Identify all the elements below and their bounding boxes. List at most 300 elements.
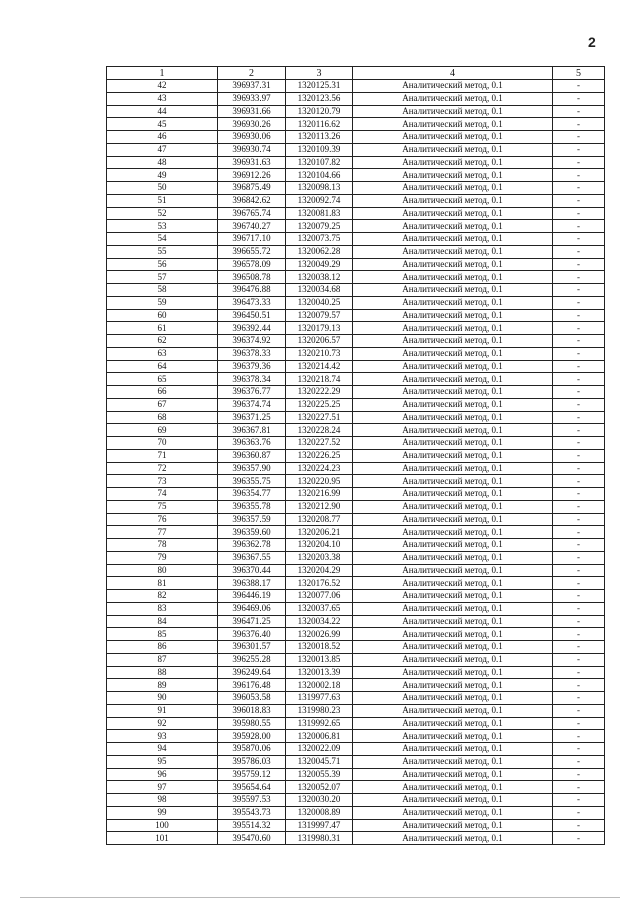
x-coordinate-cell: 395514.32 xyxy=(218,819,286,832)
method-cell: Аналитический метод, 0.1 xyxy=(353,398,553,411)
table-row xyxy=(107,143,605,156)
note-cell: - xyxy=(553,131,605,144)
y-coordinate-cell: 1320013.39 xyxy=(286,666,353,679)
method-cell: Аналитический метод, 0.1 xyxy=(353,118,553,131)
point-number-cell: 88 xyxy=(107,666,218,679)
method-cell: Аналитический метод, 0.1 xyxy=(353,424,553,437)
x-coordinate-cell: 396450.51 xyxy=(218,309,286,322)
table-row xyxy=(107,539,605,552)
x-coordinate-cell: 396875.49 xyxy=(218,182,286,195)
table-row xyxy=(107,118,605,131)
point-number-cell: 57 xyxy=(107,271,218,284)
point-number-cell: 98 xyxy=(107,794,218,807)
y-coordinate-cell: 1320008.89 xyxy=(286,806,353,819)
y-coordinate-cell: 1320227.51 xyxy=(286,411,353,424)
table-row xyxy=(107,475,605,488)
y-coordinate-cell: 1320224.23 xyxy=(286,462,353,475)
method-cell: Аналитический метод, 0.1 xyxy=(353,717,553,730)
point-number-cell: 82 xyxy=(107,590,218,603)
point-number-cell: 43 xyxy=(107,92,218,105)
point-number-cell: 75 xyxy=(107,500,218,513)
y-coordinate-cell: 1320206.21 xyxy=(286,526,353,539)
table-row xyxy=(107,781,605,794)
method-cell: Аналитический метод, 0.1 xyxy=(353,641,553,654)
table-row xyxy=(107,666,605,679)
header-col-3: 3 xyxy=(286,67,353,80)
method-cell: Аналитический метод, 0.1 xyxy=(353,704,553,717)
point-number-cell: 67 xyxy=(107,398,218,411)
method-cell: Аналитический метод, 0.1 xyxy=(353,794,553,807)
method-cell: Аналитический метод, 0.1 xyxy=(353,564,553,577)
note-cell: - xyxy=(553,743,605,756)
table-row xyxy=(107,768,605,781)
method-cell: Аналитический метод, 0.1 xyxy=(353,615,553,628)
x-coordinate-cell: 395786.03 xyxy=(218,755,286,768)
point-number-cell: 89 xyxy=(107,679,218,692)
table-row xyxy=(107,105,605,118)
y-coordinate-cell: 1320049.29 xyxy=(286,258,353,271)
method-cell: Аналитический метод, 0.1 xyxy=(353,462,553,475)
x-coordinate-cell: 396378.34 xyxy=(218,373,286,386)
method-cell: Аналитический метод, 0.1 xyxy=(353,131,553,144)
method-cell: Аналитический метод, 0.1 xyxy=(353,781,553,794)
table-row xyxy=(107,424,605,437)
method-cell: Аналитический метод, 0.1 xyxy=(353,653,553,666)
method-cell: Аналитический метод, 0.1 xyxy=(353,373,553,386)
point-number-cell: 54 xyxy=(107,233,218,246)
note-cell: - xyxy=(553,309,605,322)
x-coordinate-cell: 396359.60 xyxy=(218,526,286,539)
x-coordinate-cell: 396931.63 xyxy=(218,156,286,169)
x-coordinate-cell: 396357.59 xyxy=(218,513,286,526)
method-cell: Аналитический метод, 0.1 xyxy=(353,602,553,615)
x-coordinate-cell: 396357.90 xyxy=(218,462,286,475)
y-coordinate-cell: 1320204.10 xyxy=(286,539,353,552)
method-cell: Аналитический метод, 0.1 xyxy=(353,692,553,705)
note-cell: - xyxy=(553,424,605,437)
y-coordinate-cell: 1320045.71 xyxy=(286,755,353,768)
point-number-cell: 48 xyxy=(107,156,218,169)
note-cell: - xyxy=(553,602,605,615)
x-coordinate-cell: 396508.78 xyxy=(218,271,286,284)
method-cell: Аналитический метод, 0.1 xyxy=(353,819,553,832)
y-coordinate-cell: 1320113.26 xyxy=(286,131,353,144)
y-coordinate-cell: 1320022.09 xyxy=(286,743,353,756)
method-cell: Аналитический метод, 0.1 xyxy=(353,755,553,768)
table-row xyxy=(107,615,605,628)
y-coordinate-cell: 1320052.07 xyxy=(286,781,353,794)
method-cell: Аналитический метод, 0.1 xyxy=(353,743,553,756)
y-coordinate-cell: 1320208.77 xyxy=(286,513,353,526)
method-cell: Аналитический метод, 0.1 xyxy=(353,526,553,539)
table-row xyxy=(107,347,605,360)
table-row xyxy=(107,360,605,373)
note-cell: - xyxy=(553,475,605,488)
x-coordinate-cell: 395980.55 xyxy=(218,717,286,730)
table-row xyxy=(107,258,605,271)
x-coordinate-cell: 396301.57 xyxy=(218,641,286,654)
method-cell: Аналитический метод, 0.1 xyxy=(353,182,553,195)
x-coordinate-cell: 396255.28 xyxy=(218,653,286,666)
note-cell: - xyxy=(553,143,605,156)
x-coordinate-cell: 396376.40 xyxy=(218,628,286,641)
table-row xyxy=(107,730,605,743)
y-coordinate-cell: 1320034.22 xyxy=(286,615,353,628)
method-cell: Аналитический метод, 0.1 xyxy=(353,309,553,322)
note-cell: - xyxy=(553,500,605,513)
table-row xyxy=(107,806,605,819)
point-number-cell: 45 xyxy=(107,118,218,131)
note-cell: - xyxy=(553,347,605,360)
point-number-cell: 58 xyxy=(107,284,218,297)
y-coordinate-cell: 1320098.13 xyxy=(286,182,353,195)
y-coordinate-cell: 1320109.39 xyxy=(286,143,353,156)
x-coordinate-cell: 395470.60 xyxy=(218,832,286,845)
y-coordinate-cell: 1320006.81 xyxy=(286,730,353,743)
table-row xyxy=(107,156,605,169)
table-row xyxy=(107,743,605,756)
method-cell: Аналитический метод, 0.1 xyxy=(353,679,553,692)
note-cell: - xyxy=(553,590,605,603)
x-coordinate-cell: 396655.72 xyxy=(218,245,286,258)
x-coordinate-cell: 396392.44 xyxy=(218,322,286,335)
x-coordinate-cell: 396376.77 xyxy=(218,386,286,399)
point-number-cell: 66 xyxy=(107,386,218,399)
x-coordinate-cell: 396930.06 xyxy=(218,131,286,144)
y-coordinate-cell: 1320092.74 xyxy=(286,194,353,207)
y-coordinate-cell: 1319980.23 xyxy=(286,704,353,717)
y-coordinate-cell: 1320228.24 xyxy=(286,424,353,437)
point-number-cell: 77 xyxy=(107,526,218,539)
point-number-cell: 63 xyxy=(107,347,218,360)
method-cell: Аналитический метод, 0.1 xyxy=(353,335,553,348)
table-row xyxy=(107,182,605,195)
x-coordinate-cell: 396471.25 xyxy=(218,615,286,628)
note-cell: - xyxy=(553,233,605,246)
y-coordinate-cell: 1320216.99 xyxy=(286,488,353,501)
point-number-cell: 84 xyxy=(107,615,218,628)
table-row xyxy=(107,653,605,666)
point-number-cell: 60 xyxy=(107,309,218,322)
note-cell: - xyxy=(553,653,605,666)
y-coordinate-cell: 1320227.52 xyxy=(286,437,353,450)
x-coordinate-cell: 395759.12 xyxy=(218,768,286,781)
note-cell: - xyxy=(553,679,605,692)
method-cell: Аналитический метод, 0.1 xyxy=(353,207,553,220)
table-row xyxy=(107,692,605,705)
method-cell: Аналитический метод, 0.1 xyxy=(353,284,553,297)
note-cell: - xyxy=(553,220,605,233)
x-coordinate-cell: 396374.92 xyxy=(218,335,286,348)
method-cell: Аналитический метод, 0.1 xyxy=(353,513,553,526)
x-coordinate-cell: 396367.55 xyxy=(218,551,286,564)
x-coordinate-cell: 396362.78 xyxy=(218,539,286,552)
table-row xyxy=(107,131,605,144)
x-coordinate-cell: 396446.19 xyxy=(218,590,286,603)
header-col-5: 5 xyxy=(553,67,605,80)
method-cell: Аналитический метод, 0.1 xyxy=(353,156,553,169)
note-cell: - xyxy=(553,271,605,284)
table-row xyxy=(107,577,605,590)
point-number-cell: 87 xyxy=(107,653,218,666)
table-row xyxy=(107,590,605,603)
table-row xyxy=(107,245,605,258)
note-cell: - xyxy=(553,386,605,399)
note-cell: - xyxy=(553,564,605,577)
point-number-cell: 55 xyxy=(107,245,218,258)
point-number-cell: 53 xyxy=(107,220,218,233)
note-cell: - xyxy=(553,488,605,501)
header-col-1: 1 xyxy=(107,67,218,80)
method-cell: Аналитический метод, 0.1 xyxy=(353,628,553,641)
table-row xyxy=(107,564,605,577)
x-coordinate-cell: 396717.10 xyxy=(218,233,286,246)
point-number-cell: 65 xyxy=(107,373,218,386)
y-coordinate-cell: 1319977.63 xyxy=(286,692,353,705)
y-coordinate-cell: 1320214.42 xyxy=(286,360,353,373)
point-number-cell: 92 xyxy=(107,717,218,730)
note-cell: - xyxy=(553,666,605,679)
table-row xyxy=(107,488,605,501)
note-cell: - xyxy=(553,245,605,258)
x-coordinate-cell: 396578.09 xyxy=(218,258,286,271)
x-coordinate-cell: 396473.33 xyxy=(218,296,286,309)
note-cell: - xyxy=(553,360,605,373)
y-coordinate-cell: 1320104.66 xyxy=(286,169,353,182)
x-coordinate-cell: 396371.25 xyxy=(218,411,286,424)
y-coordinate-cell: 1320073.75 xyxy=(286,233,353,246)
note-cell: - xyxy=(553,819,605,832)
point-number-cell: 59 xyxy=(107,296,218,309)
method-cell: Аналитический метод, 0.1 xyxy=(353,551,553,564)
point-number-cell: 74 xyxy=(107,488,218,501)
note-cell: - xyxy=(553,526,605,539)
method-cell: Аналитический метод, 0.1 xyxy=(353,233,553,246)
table-row xyxy=(107,819,605,832)
note-cell: - xyxy=(553,437,605,450)
note-cell: - xyxy=(553,692,605,705)
table-row xyxy=(107,602,605,615)
header-col-4: 4 xyxy=(353,67,553,80)
note-cell: - xyxy=(553,258,605,271)
table-row xyxy=(107,169,605,182)
y-coordinate-cell: 1320002.18 xyxy=(286,679,353,692)
x-coordinate-cell: 396469.06 xyxy=(218,602,286,615)
method-cell: Аналитический метод, 0.1 xyxy=(353,411,553,424)
y-coordinate-cell: 1320107.82 xyxy=(286,156,353,169)
table-row xyxy=(107,500,605,513)
method-cell: Аналитический метод, 0.1 xyxy=(353,220,553,233)
method-cell: Аналитический метод, 0.1 xyxy=(353,271,553,284)
table-row xyxy=(107,832,605,845)
note-cell: - xyxy=(553,539,605,552)
x-coordinate-cell: 396379.36 xyxy=(218,360,286,373)
method-cell: Аналитический метод, 0.1 xyxy=(353,730,553,743)
header-row xyxy=(107,67,605,80)
note-cell: - xyxy=(553,551,605,564)
note-cell: - xyxy=(553,194,605,207)
table-row xyxy=(107,194,605,207)
header-col-2: 2 xyxy=(218,67,286,80)
y-coordinate-cell: 1320206.57 xyxy=(286,335,353,348)
point-number-cell: 78 xyxy=(107,539,218,552)
y-coordinate-cell: 1320204.29 xyxy=(286,564,353,577)
note-cell: - xyxy=(553,284,605,297)
point-number-cell: 95 xyxy=(107,755,218,768)
table-row xyxy=(107,80,605,93)
note-cell: - xyxy=(553,513,605,526)
method-cell: Аналитический метод, 0.1 xyxy=(353,322,553,335)
method-cell: Аналитический метод, 0.1 xyxy=(353,500,553,513)
method-cell: Аналитический метод, 0.1 xyxy=(353,577,553,590)
note-cell: - xyxy=(553,207,605,220)
table-row xyxy=(107,679,605,692)
method-cell: Аналитический метод, 0.1 xyxy=(353,806,553,819)
table-row xyxy=(107,411,605,424)
point-number-cell: 100 xyxy=(107,819,218,832)
point-number-cell: 62 xyxy=(107,335,218,348)
point-number-cell: 64 xyxy=(107,360,218,373)
y-coordinate-cell: 1320218.74 xyxy=(286,373,353,386)
point-number-cell: 96 xyxy=(107,768,218,781)
point-number-cell: 56 xyxy=(107,258,218,271)
x-coordinate-cell: 396360.87 xyxy=(218,449,286,462)
point-number-cell: 71 xyxy=(107,449,218,462)
point-number-cell: 85 xyxy=(107,628,218,641)
point-number-cell: 44 xyxy=(107,105,218,118)
method-cell: Аналитический метод, 0.1 xyxy=(353,347,553,360)
method-cell: Аналитический метод, 0.1 xyxy=(353,590,553,603)
point-number-cell: 73 xyxy=(107,475,218,488)
note-cell: - xyxy=(553,628,605,641)
point-number-cell: 81 xyxy=(107,577,218,590)
table-row xyxy=(107,373,605,386)
note-cell: - xyxy=(553,806,605,819)
y-coordinate-cell: 1320226.25 xyxy=(286,449,353,462)
table-row xyxy=(107,755,605,768)
note-cell: - xyxy=(553,335,605,348)
point-number-cell: 80 xyxy=(107,564,218,577)
y-coordinate-cell: 1320077.06 xyxy=(286,590,353,603)
table-row xyxy=(107,462,605,475)
table-row xyxy=(107,794,605,807)
point-number-cell: 91 xyxy=(107,704,218,717)
table-row xyxy=(107,233,605,246)
method-cell: Аналитический метод, 0.1 xyxy=(353,386,553,399)
table-row xyxy=(107,296,605,309)
x-coordinate-cell: 395928.00 xyxy=(218,730,286,743)
y-coordinate-cell: 1320222.29 xyxy=(286,386,353,399)
note-cell: - xyxy=(553,398,605,411)
y-coordinate-cell: 1320062.28 xyxy=(286,245,353,258)
method-cell: Аналитический метод, 0.1 xyxy=(353,360,553,373)
table-row xyxy=(107,551,605,564)
point-number-cell: 46 xyxy=(107,131,218,144)
x-coordinate-cell: 396842.62 xyxy=(218,194,286,207)
note-cell: - xyxy=(553,449,605,462)
y-coordinate-cell: 1320026.99 xyxy=(286,628,353,641)
note-cell: - xyxy=(553,704,605,717)
table-header xyxy=(107,67,605,80)
method-cell: Аналитический метод, 0.1 xyxy=(353,449,553,462)
point-number-cell: 47 xyxy=(107,143,218,156)
table-row xyxy=(107,386,605,399)
x-coordinate-cell: 396355.75 xyxy=(218,475,286,488)
y-coordinate-cell: 1320081.83 xyxy=(286,207,353,220)
note-cell: - xyxy=(553,755,605,768)
page-number: 2 xyxy=(588,34,596,50)
point-number-cell: 86 xyxy=(107,641,218,654)
note-cell: - xyxy=(553,80,605,93)
note-cell: - xyxy=(553,182,605,195)
note-cell: - xyxy=(553,118,605,131)
y-coordinate-cell: 1320225.25 xyxy=(286,398,353,411)
method-cell: Аналитический метод, 0.1 xyxy=(353,80,553,93)
page-bottom-rule xyxy=(20,897,620,898)
y-coordinate-cell: 1320179.13 xyxy=(286,322,353,335)
table-body xyxy=(107,80,605,845)
table-row xyxy=(107,398,605,411)
table-row xyxy=(107,513,605,526)
point-number-cell: 70 xyxy=(107,437,218,450)
x-coordinate-cell: 396930.74 xyxy=(218,143,286,156)
note-cell: - xyxy=(553,373,605,386)
note-cell: - xyxy=(553,156,605,169)
x-coordinate-cell: 395543.73 xyxy=(218,806,286,819)
method-cell: Аналитический метод, 0.1 xyxy=(353,169,553,182)
table-row xyxy=(107,704,605,717)
point-number-cell: 99 xyxy=(107,806,218,819)
table-row xyxy=(107,284,605,297)
note-cell: - xyxy=(553,730,605,743)
x-coordinate-cell: 396370.44 xyxy=(218,564,286,577)
y-coordinate-cell: 1320040.25 xyxy=(286,296,353,309)
x-coordinate-cell: 396367.81 xyxy=(218,424,286,437)
point-number-cell: 50 xyxy=(107,182,218,195)
table-row xyxy=(107,309,605,322)
x-coordinate-cell: 396176.48 xyxy=(218,679,286,692)
note-cell: - xyxy=(553,92,605,105)
x-coordinate-cell: 396249.64 xyxy=(218,666,286,679)
method-cell: Аналитический метод, 0.1 xyxy=(353,666,553,679)
y-coordinate-cell: 1320018.52 xyxy=(286,641,353,654)
x-coordinate-cell: 395654.64 xyxy=(218,781,286,794)
method-cell: Аналитический метод, 0.1 xyxy=(353,92,553,105)
point-number-cell: 72 xyxy=(107,462,218,475)
y-coordinate-cell: 1320079.25 xyxy=(286,220,353,233)
note-cell: - xyxy=(553,832,605,845)
table-row xyxy=(107,628,605,641)
method-cell: Аналитический метод, 0.1 xyxy=(353,437,553,450)
y-coordinate-cell: 1320203.38 xyxy=(286,551,353,564)
y-coordinate-cell: 1320030.20 xyxy=(286,794,353,807)
x-coordinate-cell: 396937.31 xyxy=(218,80,286,93)
y-coordinate-cell: 1320120.79 xyxy=(286,105,353,118)
x-coordinate-cell: 396912.26 xyxy=(218,169,286,182)
note-cell: - xyxy=(553,768,605,781)
note-cell: - xyxy=(553,105,605,118)
method-cell: Аналитический метод, 0.1 xyxy=(353,143,553,156)
y-coordinate-cell: 1319997.47 xyxy=(286,819,353,832)
method-cell: Аналитический метод, 0.1 xyxy=(353,194,553,207)
x-coordinate-cell: 396378.33 xyxy=(218,347,286,360)
x-coordinate-cell: 396354.77 xyxy=(218,488,286,501)
y-coordinate-cell: 1320013.85 xyxy=(286,653,353,666)
point-number-cell: 42 xyxy=(107,80,218,93)
y-coordinate-cell: 1320212.90 xyxy=(286,500,353,513)
note-cell: - xyxy=(553,717,605,730)
note-cell: - xyxy=(553,577,605,590)
